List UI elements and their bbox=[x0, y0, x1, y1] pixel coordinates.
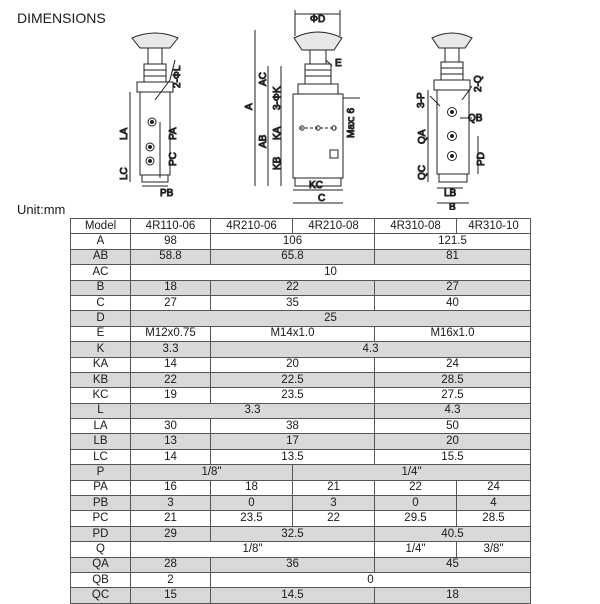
table-cell: 106 bbox=[211, 234, 375, 249]
table-cell: 65.8 bbox=[211, 249, 375, 264]
table-cell: 27 bbox=[375, 280, 531, 295]
table-cell: 22.5 bbox=[211, 372, 375, 387]
table-row bbox=[71, 511, 531, 526]
table-cell: 18 bbox=[375, 588, 531, 603]
table-cell: 21 bbox=[131, 511, 211, 526]
table-row bbox=[71, 465, 531, 480]
table-cell: 2 bbox=[131, 572, 211, 587]
table-cell: 24 bbox=[457, 480, 531, 495]
table-row bbox=[71, 449, 531, 464]
table-cell: 98 bbox=[131, 234, 211, 249]
table-row bbox=[71, 326, 531, 341]
table-cell: 29 bbox=[131, 526, 211, 541]
page-title: DIMENSIONS bbox=[17, 10, 106, 26]
table-cell: 13.5 bbox=[211, 449, 375, 464]
row-label: KC bbox=[71, 388, 131, 403]
table-row bbox=[71, 249, 531, 264]
table-cell: 3.3 bbox=[131, 403, 375, 418]
table-row bbox=[71, 542, 531, 557]
table-cell: 18 bbox=[211, 480, 293, 495]
column-header: 4R310-08 bbox=[375, 219, 457, 234]
row-label: Q bbox=[71, 542, 131, 557]
row-label: KB bbox=[71, 372, 131, 387]
column-header: 4R310-10 bbox=[457, 219, 531, 234]
table-cell: 10 bbox=[131, 265, 531, 280]
table-cell: 22 bbox=[375, 480, 457, 495]
label-qb: QB bbox=[468, 113, 483, 124]
row-label: PB bbox=[71, 496, 131, 511]
table-cell: 21 bbox=[293, 480, 375, 495]
row-label: QB bbox=[71, 572, 131, 587]
table-cell: M14x1.0 bbox=[211, 326, 375, 341]
row-label: E bbox=[71, 326, 131, 341]
table-cell: 28.5 bbox=[457, 511, 531, 526]
label-max: Max: 6 bbox=[346, 107, 357, 138]
table-cell: 0 bbox=[211, 572, 531, 587]
row-label: L bbox=[71, 403, 131, 418]
row-label: A bbox=[71, 234, 131, 249]
row-label: QA bbox=[71, 557, 131, 572]
label-kc: KC bbox=[309, 180, 323, 191]
label-kb: KB bbox=[272, 156, 283, 170]
table-cell: 22 bbox=[131, 372, 211, 387]
table-cell: 81 bbox=[375, 249, 531, 264]
table-cell: 3.3 bbox=[131, 342, 211, 357]
table-cell: 17 bbox=[211, 434, 375, 449]
label-pd: PD bbox=[476, 152, 487, 166]
table-cell: 3 bbox=[293, 496, 375, 511]
middle-view-drawing bbox=[255, 10, 360, 203]
table-cell: 45 bbox=[375, 557, 531, 572]
table-cell: 13 bbox=[131, 434, 211, 449]
table-cell: 121.5 bbox=[375, 234, 531, 249]
label-b: B bbox=[449, 202, 456, 210]
table-cell: 22 bbox=[293, 511, 375, 526]
table-cell: 20 bbox=[211, 357, 375, 372]
table-cell: 36 bbox=[211, 557, 375, 572]
table-row bbox=[71, 572, 531, 587]
label-3-p: 3-P bbox=[416, 92, 427, 108]
label-2-phi-l: 2-ΦL bbox=[172, 65, 183, 88]
label-2-q: 2-Q bbox=[473, 75, 484, 92]
label-pc: PC bbox=[168, 152, 179, 166]
table-row bbox=[71, 434, 531, 449]
table-row bbox=[71, 526, 531, 541]
label-c: C bbox=[318, 193, 326, 204]
table-cell: 28.5 bbox=[375, 372, 531, 387]
unit-label: Unit:mm bbox=[17, 202, 66, 217]
table-cell: 58.8 bbox=[131, 249, 211, 264]
label-la: LA bbox=[119, 127, 130, 140]
table-cell: 28 bbox=[131, 557, 211, 572]
table-cell: 0 bbox=[211, 496, 293, 511]
column-header: 4R210-06 bbox=[211, 219, 293, 234]
label-3-phi-k: 3-ΦK bbox=[272, 86, 283, 110]
column-header: 4R210-08 bbox=[293, 219, 375, 234]
table-cell: 20 bbox=[375, 434, 531, 449]
table-row bbox=[71, 342, 531, 357]
dimension-drawings bbox=[0, 0, 600, 210]
table-cell: 25 bbox=[131, 311, 531, 326]
label-lb: LB bbox=[444, 188, 457, 199]
table-cell: 4 bbox=[457, 496, 531, 511]
table-cell: 3/8" bbox=[457, 542, 531, 557]
table-row bbox=[71, 311, 531, 326]
table-row bbox=[71, 419, 531, 434]
table-row bbox=[71, 280, 531, 295]
row-label: LA bbox=[71, 419, 131, 434]
row-label: PC bbox=[71, 511, 131, 526]
table-cell: 35 bbox=[211, 295, 375, 310]
table-cell: 29.5 bbox=[375, 511, 457, 526]
label-ac: AC bbox=[258, 72, 269, 86]
table-cell: 4.3 bbox=[211, 342, 531, 357]
table-header-row bbox=[71, 219, 531, 234]
table-cell: 23.5 bbox=[211, 388, 375, 403]
row-label: AB bbox=[71, 249, 131, 264]
row-label: D bbox=[71, 311, 131, 326]
table-cell: 15.5 bbox=[375, 449, 531, 464]
table-cell: 1/4" bbox=[293, 465, 531, 480]
table-row bbox=[71, 372, 531, 387]
table-cell: 14.5 bbox=[211, 588, 375, 603]
row-label: AC bbox=[71, 265, 131, 280]
row-label: KA bbox=[71, 357, 131, 372]
table-cell: 1/4" bbox=[375, 542, 457, 557]
row-label: PD bbox=[71, 526, 131, 541]
table-cell: 40.5 bbox=[375, 526, 531, 541]
table-cell: 3 bbox=[131, 496, 211, 511]
label-lc: LC bbox=[119, 167, 130, 180]
row-label: P bbox=[71, 465, 131, 480]
row-label: B bbox=[71, 280, 131, 295]
table-cell: 32.5 bbox=[211, 526, 375, 541]
table-cell: 38 bbox=[211, 419, 375, 434]
table-cell: 14 bbox=[131, 449, 211, 464]
row-label: K bbox=[71, 342, 131, 357]
table-cell: 0 bbox=[375, 496, 457, 511]
table-row bbox=[71, 295, 531, 310]
table-row bbox=[71, 388, 531, 403]
column-header: 4R110-06 bbox=[131, 219, 211, 234]
table-row bbox=[71, 588, 531, 603]
table-cell: 22 bbox=[211, 280, 375, 295]
table-row bbox=[71, 265, 531, 280]
label-a: A bbox=[244, 103, 255, 110]
table-cell: 15 bbox=[131, 588, 211, 603]
table-row bbox=[71, 234, 531, 249]
table-row bbox=[71, 557, 531, 572]
row-label: QC bbox=[71, 588, 131, 603]
table-row bbox=[71, 480, 531, 495]
label-qa: QA bbox=[417, 129, 428, 144]
label-qc: QC bbox=[417, 165, 428, 180]
table-cell: 18 bbox=[131, 280, 211, 295]
table-cell: 24 bbox=[375, 357, 531, 372]
row-label: C bbox=[71, 295, 131, 310]
table-cell: 30 bbox=[131, 419, 211, 434]
table-row bbox=[71, 403, 531, 418]
row-label: LC bbox=[71, 449, 131, 464]
dimension-table bbox=[70, 218, 531, 604]
table-cell: 50 bbox=[375, 419, 531, 434]
row-label: LB bbox=[71, 434, 131, 449]
table-cell: 23.5 bbox=[211, 511, 293, 526]
table-cell: M16x1.0 bbox=[375, 326, 531, 341]
label-pa: PA bbox=[168, 127, 179, 140]
label-phi-d: ΦD bbox=[310, 14, 326, 25]
table-cell: 16 bbox=[131, 480, 211, 495]
table-row bbox=[71, 357, 531, 372]
row-label: PA bbox=[71, 480, 131, 495]
table-cell: 14 bbox=[131, 357, 211, 372]
table-cell: 27 bbox=[131, 295, 211, 310]
label-pb: PB bbox=[160, 188, 174, 199]
table-cell: 40 bbox=[375, 295, 531, 310]
table-cell: M12x0.75 bbox=[131, 326, 211, 341]
table-cell: 19 bbox=[131, 388, 211, 403]
table-cell: 1/8" bbox=[131, 542, 375, 557]
label-ka: KA bbox=[272, 126, 283, 140]
table-row bbox=[71, 496, 531, 511]
label-e: E bbox=[335, 58, 342, 69]
label-ab: AB bbox=[258, 134, 269, 148]
table-cell: 27.5 bbox=[375, 388, 531, 403]
table-cell: 4.3 bbox=[375, 403, 531, 418]
table-cell: 1/8" bbox=[131, 465, 293, 480]
column-header: Model bbox=[71, 219, 131, 234]
